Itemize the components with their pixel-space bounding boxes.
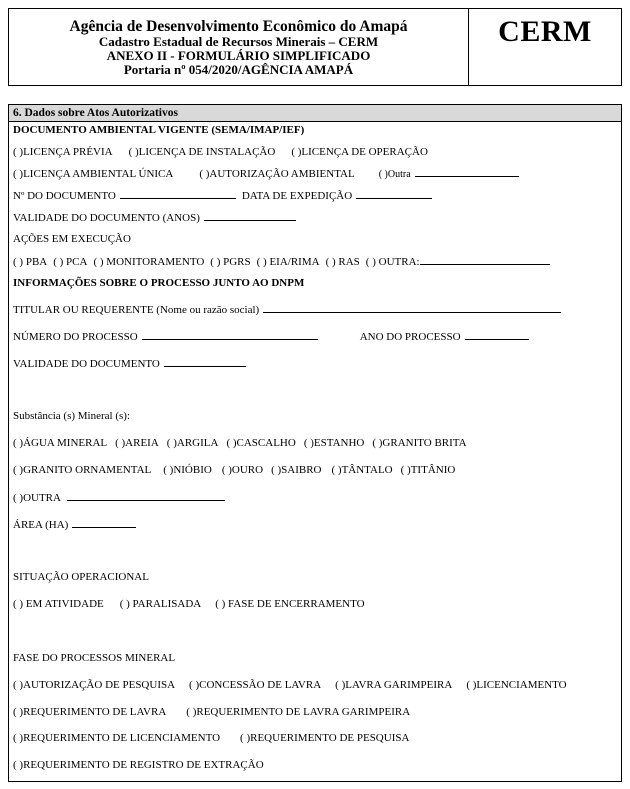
outra-acao-option[interactable]: ( ) OUTRA: [365, 256, 420, 268]
granito-ornamental-option[interactable]: ( )GRANITO ORNAMENTAL [13, 464, 152, 476]
ano-processo-field[interactable] [465, 330, 529, 340]
titular-field[interactable] [263, 303, 561, 313]
numero-processo-field[interactable] [142, 330, 318, 340]
licenca-ambiental-unica-option[interactable]: ( )LICENÇA AMBIENTAL ÚNICA [13, 168, 174, 180]
granito-brita-option[interactable]: ( )GRANITO BRITA [372, 437, 467, 449]
paralisada-option[interactable]: ( ) PARALISADA [119, 598, 202, 610]
estanho-option[interactable]: ( )ESTANHO [303, 437, 365, 449]
lavra-garimpeira-option[interactable]: ( )LAVRA GARIMPEIRA [335, 679, 453, 691]
argila-option[interactable]: ( )ARGILA [166, 437, 219, 449]
outra-substancia-row [13, 491, 225, 505]
fase-encerramento-option[interactable]: ( ) FASE DE ENCERRAMENTO [215, 598, 365, 610]
documento-row [13, 189, 432, 203]
tantalo-option[interactable]: ( )TÂNTALO [331, 464, 393, 476]
numero-documento-label: Nº DO DOCUMENTO [13, 190, 116, 202]
substancia-label: Substância (s) Mineral (s): [13, 410, 130, 422]
outra-acao-field[interactable] [420, 255, 550, 265]
validade-anos-row [13, 211, 296, 225]
pgrs-option[interactable]: ( ) PGRS [210, 256, 251, 268]
validade-documento-label: VALIDADE DO DOCUMENTO [13, 358, 160, 370]
licenca-instalacao-option[interactable]: ( )LICENÇA DE INSTALAÇÃO [128, 146, 276, 158]
data-expedicao-label: DATA DE EXPEDIÇÃO [241, 190, 353, 202]
agency-title: Agência de Desenvolvimento Econômico do Amapá [69, 18, 408, 35]
licenca-operacao-option[interactable]: ( )LICENÇA DE OPERAÇÃO [291, 146, 428, 158]
processo-row [13, 330, 529, 344]
header-title-block [9, 9, 469, 85]
titular-row [13, 303, 561, 317]
monitoramento-option[interactable]: ( ) MONITORAMENTO [93, 256, 205, 268]
licencas-row-1 [13, 146, 428, 159]
titanio-option[interactable]: ( )TITÂNIO [400, 464, 456, 476]
logo-block [469, 9, 621, 85]
ouro-option[interactable]: ( )OURO [221, 464, 264, 476]
licencas-row-2 [13, 167, 519, 181]
section-title: 6. Dados sobre Atos Autorizativos [9, 105, 621, 122]
outra-substancia-option[interactable]: ( )OUTRA [13, 492, 61, 504]
fase-label: FASE DO PROCESSOS MINERAL [13, 652, 176, 664]
numero-processo-label: NÚMERO DO PROCESSO [13, 331, 138, 343]
fase-row-1 [13, 679, 567, 692]
cadastro-line: Cadastro Estadual de Recursos Minerais – CERM [98, 34, 379, 49]
validade-documento-row [13, 357, 246, 371]
requerimento-pesquisa-option[interactable]: ( )REQUERIMENTO DE PESQUISA [240, 732, 410, 744]
validade-documento-field[interactable] [164, 357, 246, 367]
licenca-previa-option[interactable]: ( )LICENÇA PRÉVIA [13, 146, 113, 158]
requerimento-lavra-option[interactable]: ( )REQUERIMENTO DE LAVRA [13, 706, 167, 718]
situacao-row [13, 598, 365, 611]
areia-option[interactable]: ( )AREIA [115, 437, 159, 449]
cascalho-option[interactable]: ( )CASCALHO [226, 437, 296, 449]
area-row [13, 518, 136, 532]
em-atividade-option[interactable]: ( ) EM ATIVIDADE [13, 598, 104, 610]
anexo-line: ANEXO II - FORMULÁRIO SIMPLIFICADO [106, 48, 371, 63]
outra-licenca-option[interactable]: ( )Outra [378, 169, 411, 180]
agua-mineral-option[interactable]: ( )ÁGUA MINERAL [13, 437, 108, 449]
autorizacao-ambiental-option[interactable]: ( )AUTORIZAÇÃO AMBIENTAL [199, 168, 355, 180]
validade-anos-field[interactable] [204, 211, 296, 221]
ras-option[interactable]: ( ) RAS [325, 256, 360, 268]
data-expedicao-field[interactable] [356, 189, 432, 199]
doc-ambiental-heading: DOCUMENTO AMBIENTAL VIGENTE (SEMA/IMAP/IEF) [13, 124, 305, 136]
portaria-line: Portaria nº 054/2020/AGÊNCIA AMAPÁ [123, 62, 354, 77]
fase-row-3 [13, 732, 409, 745]
atos-autorizativos-section [8, 104, 622, 782]
requerimento-licenciamento-option[interactable]: ( )REQUERIMENTO DE LICENCIAMENTO [13, 732, 221, 744]
niobio-option[interactable]: ( )NIÓBIO [163, 464, 212, 476]
substancia-row-2 [13, 464, 455, 477]
ano-processo-label: ANO DO PROCESSO [359, 331, 461, 343]
cerm-logo: CERM [498, 15, 592, 48]
licenciamento-option[interactable]: ( )LICENCIAMENTO [466, 679, 567, 691]
requerimento-lavra-garimpeira-option[interactable]: ( )REQUERIMENTO DE LAVRA GARIMPEIRA [186, 706, 411, 718]
acoes-execucao-label: AÇÕES EM EXECUÇÃO [13, 233, 131, 245]
pca-option[interactable]: ( ) PCA [53, 256, 88, 268]
pba-option[interactable]: ( ) PBA [13, 256, 48, 268]
fase-row-2 [13, 706, 410, 719]
autorizacao-pesquisa-option[interactable]: ( )AUTORIZAÇÃO DE PESQUISA [13, 679, 176, 691]
outra-licenca-field[interactable] [415, 167, 519, 177]
validade-anos-label: VALIDADE DO DOCUMENTO (ANOS) [13, 212, 200, 224]
area-field[interactable] [72, 518, 136, 528]
situacao-label: SITUAÇÃO OPERACIONAL [13, 571, 149, 583]
titular-label: TITULAR OU REQUERENTE (Nome ou razão social) [13, 304, 260, 316]
concessao-lavra-option[interactable]: ( )CONCESSÃO DE LAVRA [189, 679, 322, 691]
requerimento-registro-extracao-option[interactable]: ( )REQUERIMENTO DE REGISTRO DE EXTRAÇÃO [13, 759, 264, 771]
substancia-row-1 [13, 437, 467, 450]
outra-substancia-field[interactable] [67, 491, 225, 501]
area-label: ÁREA (HA) [13, 519, 69, 531]
dnpm-heading: INFORMAÇÕES SOBRE O PROCESSO JUNTO AO DNPM [13, 277, 305, 289]
acoes-row [13, 255, 550, 269]
eia-rima-option[interactable]: ( ) EIA/RIMA [256, 256, 320, 268]
numero-documento-field[interactable] [120, 189, 236, 199]
saibro-option[interactable]: ( )SAIBRO [271, 464, 322, 476]
form-header [8, 8, 622, 86]
